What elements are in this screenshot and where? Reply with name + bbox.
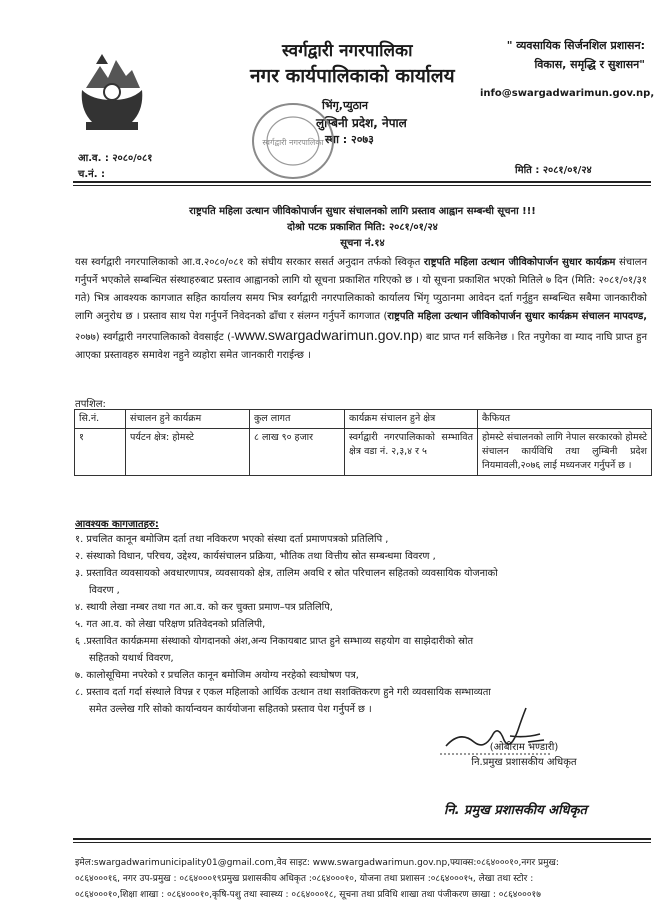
column-header: सि.नं. xyxy=(75,410,126,429)
documents-title: आवश्यक कागजातहरु: xyxy=(75,519,159,530)
notice-number: सूचना नं.१४ xyxy=(340,238,385,249)
motto-line-1: " व्यवसायिक सिर्जनशिल प्रशासन: xyxy=(506,39,645,52)
list-item: ४. स्थायी लेखा नम्बर तथा गत आ.व. को कर चुक्ता प्रमाण–पत्र प्रतिलिपि, xyxy=(75,602,333,613)
list-item: ५. गत आ.व. को लेखा परिक्षण प्रतिवेदनको प्रतिलिपी, xyxy=(75,619,266,630)
table-cell: स्वर्गद्वारी नगरपालिकाको सम्भावित क्षेत्र वडा नं. २,३,४ र ५ xyxy=(345,429,478,476)
address-province: लुम्बिनी प्रदेश, नेपाल xyxy=(316,116,407,130)
letter-date: मिति : २०८१/०१/२४ xyxy=(515,165,592,176)
office-subtitle: नगर कार्यपालिकाको कार्यालय xyxy=(250,65,455,87)
footer-line: ०८६४०००१०,शिक्षा शाखा : ०८६४०००१०,कृषि-पशु तथा स्वास्थ्य : ०८६४०००१८, सूचना तथा प्रविधि शाखा तथा पंजीकरण छाखा : ०८६४०००१७ xyxy=(75,890,541,900)
column-header: कैफियत xyxy=(478,410,652,429)
header-email: info@swargadwarimun.gov.np, xyxy=(480,88,655,99)
table-cell: होमस्टे संचालनको लागि नेपाल सरकारको होमस्टे संचालन कार्यविधि तथा लुम्बिनी प्रदेश नियमावली,२०७६ लाई मध्यनजर गर्नुपर्ने छ । xyxy=(478,429,652,476)
list-item: ७. कालोसूचिमा नपरेको र प्रचलित कानून बमोजिम अयोग्य नरहेको स्वःघोषण पत्र, xyxy=(75,670,359,681)
list-item: सहितको यथार्थ विवरण, xyxy=(89,653,174,664)
signatory-name: (ओबीराम भण्डारी) xyxy=(489,742,559,753)
list-item: ६ .प्रस्तावित कार्यक्रममा संस्थाको योगदानको अंश,अन्य निकायबाट प्राप्त हुने सम्भाव्य सहयोग वा साझेदारीको स्रोत xyxy=(75,636,474,647)
second-publication-date: दोश्रो पटक प्रकाशित मिति: २०८१/०१/२४ xyxy=(287,222,438,233)
footer-divider-thin xyxy=(73,842,651,843)
table-label: तपशिल: xyxy=(75,399,106,410)
office-name: स्वर्गद्वारी नगरपालिका xyxy=(282,41,413,61)
fiscal-year: आ.व. : २०८०/०८१ xyxy=(78,153,153,164)
designation-stamp: नि. प्रमुख प्रशासकीय अधिकृत xyxy=(444,803,587,818)
signatory xyxy=(464,740,584,770)
table-cell: पर्यटन क्षेत्र: होमस्टे xyxy=(126,429,250,476)
footer-divider xyxy=(73,838,651,840)
table-cell: ८ लाख ९० हजार xyxy=(250,429,345,476)
website-link[interactable]: www.swargadwarimun.gov.np xyxy=(234,327,419,343)
header-divider-thin xyxy=(73,185,651,186)
table-cell: १ xyxy=(75,429,126,476)
column-header: कुल लागत xyxy=(250,410,345,429)
program-table xyxy=(74,409,652,476)
table-row xyxy=(75,429,652,476)
list-item: २. संस्थाको विधान, परिचय, उद्देश्य, कार्यसंचालन प्रक्रिया, भौतिक तथा वित्तीय स्रोत सम्बन्धमा विवरण , xyxy=(75,551,436,562)
list-item: समेत उल्लेख गरि सोको कार्यान्वयन कार्ययोजना सहितको प्रस्ताव पेश गर्नुपर्ने छ । xyxy=(89,704,372,715)
motto-line-2: विकास, समृद्धि र सुशासन" xyxy=(534,58,645,71)
dispatch-number: च.नं. : xyxy=(78,169,105,180)
address-place: भिंगृ,प्युठान xyxy=(322,99,368,112)
list-item: १. प्रचलित कानून बमोजिम दर्ता तथा नविकरण भएको संस्था दर्ता प्रमाणपत्रको प्रतिलिपि , xyxy=(75,534,389,545)
column-header: कार्यक्रम संचालन हुने क्षेत्र xyxy=(345,410,478,429)
list-item: ८. प्रस्ताव दर्ता गर्दा संस्थाले विपन्न र एकल महिलाको आर्थिक उत्थान तथा सशक्तिकरण हुने गरी व्यवसायिक सम्भाव्यता xyxy=(75,687,491,698)
notice-title: राष्ट्रपति महिला उत्थान जीविकोपार्जन सुधार संचालनको लागि प्रस्ताव आह्वान सम्बन्धी सूचना !!! xyxy=(189,206,536,217)
footer-contacts xyxy=(75,855,650,903)
notice-body: यस स्वर्गद्वारी नगरपालिकाको आ.व.२०८०/०८१ को संघीय सरकार ससर्त अनुदान तर्फको स्विकृत राष्ट्रपति महिला उत्थान जीविकोपार्जन सुधार कार्यक्रम संचालन गर्नुपर्ने भएकोले सम्बन्धित संस्थाहरुबाट प्रस्ताव आह्वानको लागि यो सूचना प्रकाशित गरिएको छ । यो सूचना प्रकाशित भएको मितिले ७ दिन (मिति: २०८१/०१/३१ गते) भित्र आवश्यक कागजात सहित कार्यालय समय भित्र स्वर्गद्वारी नगरपालिकाको कार्यालय भिंगृ प्युठानमा आवेदन दर्ता गर्नुहुन सम्बन्धित सबैमा जानकारीको लागि अनुरोध छ । प्रस्ताव साथ पेश गर्नुपर्ने निवेदनको ढाँचा र संलग्न गर्नुपर्ने कागजात (राष्ट्रपति महिला उत्थान जीविकोपार्जन सुधार कार्यक्रम संचालन मापदण्ड, २०७७) स्वर्गद्वारी नगरपालिकाको वेवसाईट (-www.swargadwarimun.gov.np) बाट प्राप्त गर्न सकिनेछ । रित नपुगेका वा म्याद नाघि प्राप्त हुन आएका प्रस्तावहरु समावेश नहुने व्यहोरा समेत जानकारी गराईन्छ । xyxy=(75,257,648,361)
signatory-designation: नि.प्रमुख प्रशासकीय अधिकृत xyxy=(471,757,577,768)
footer-line: ०८६४०००१६, नगर उप-प्रमुख : ०८६४०००१९प्रमुख प्रशासकीय अधिकृत :०८६४०००१०, योजना तथा प्रशासन :०८६४०००१५, लेखा तथा स्टोर : xyxy=(75,874,534,884)
list-item: ३. प्रस्तावित व्यवसायको अवधारणापत्र, व्यवसायको क्षेत्र, तालिम अवधि र स्रोत परिचालन सहितको व्यवसायिक योजनाको xyxy=(75,568,498,579)
nepal-emblem-icon xyxy=(72,50,152,136)
documents-list xyxy=(75,532,647,719)
header-divider xyxy=(73,181,651,183)
established-year: स्था : २०७३ xyxy=(325,133,374,146)
motto xyxy=(470,36,645,74)
column-header: संचालन हुने कार्यक्रम xyxy=(126,410,250,429)
office-stamp-icon xyxy=(250,100,336,182)
list-item: विवरण , xyxy=(89,585,120,596)
footer-line: इमेल:swargadwarimunicipality01@gmail.com,वेव साइट: www.swargadwarimun.gov.np,फ्याक्स:०८६४०००१०,नगर प्रमुख: xyxy=(75,858,559,868)
svg-text:स्वर्गद्वारी नगरपालिका: स्वर्गद्वारी नगरपालिका xyxy=(262,138,324,147)
